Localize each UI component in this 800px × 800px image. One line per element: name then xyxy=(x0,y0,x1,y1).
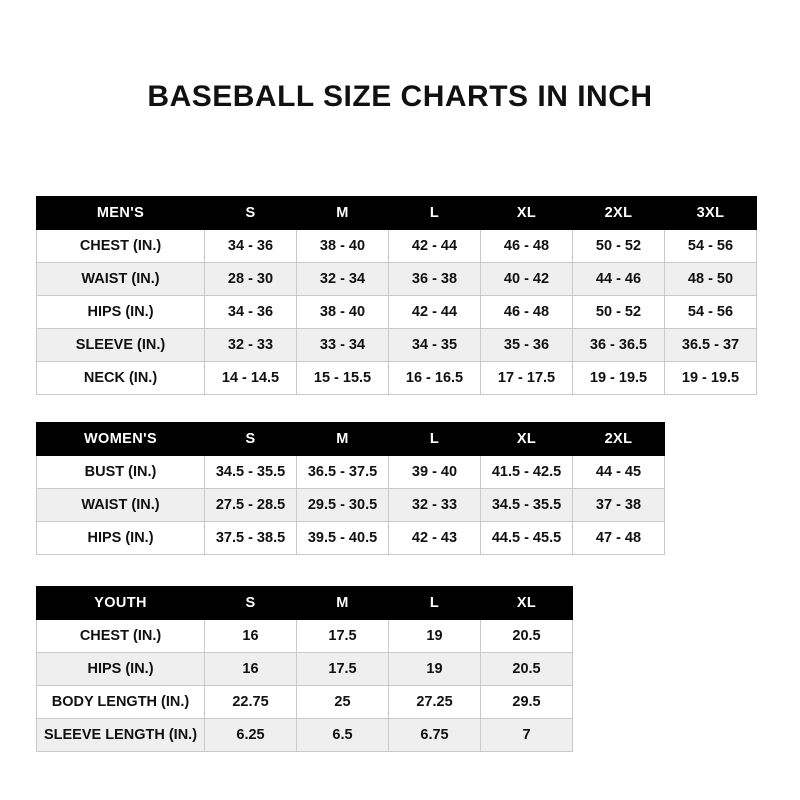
cell: 44.5 - 45.5 xyxy=(481,522,573,555)
row-label: HIPS (IN.) xyxy=(37,296,205,329)
cell: 44 - 46 xyxy=(573,263,665,296)
cell: 19 xyxy=(389,620,481,653)
mens-table-body xyxy=(37,230,757,395)
row-label: HIPS (IN.) xyxy=(37,653,205,686)
womens-header-s: S xyxy=(205,423,297,456)
table-row xyxy=(37,362,757,395)
cell: 39 - 40 xyxy=(389,456,481,489)
table-row xyxy=(37,489,665,522)
cell: 46 - 48 xyxy=(481,296,573,329)
mens-header-3xl: 3XL xyxy=(665,197,757,230)
cell: 38 - 40 xyxy=(297,296,389,329)
cell: 34.5 - 35.5 xyxy=(205,456,297,489)
row-label: CHEST (IN.) xyxy=(37,620,205,653)
cell: 28 - 30 xyxy=(205,263,297,296)
womens-table-header xyxy=(37,423,665,456)
cell: 27.5 - 28.5 xyxy=(205,489,297,522)
cell: 32 - 33 xyxy=(205,329,297,362)
cell: 32 - 33 xyxy=(389,489,481,522)
table-row xyxy=(37,620,573,653)
cell: 16 xyxy=(205,620,297,653)
row-label: HIPS (IN.) xyxy=(37,522,205,555)
mens-header-2xl: 2XL xyxy=(573,197,665,230)
cell: 19 - 19.5 xyxy=(573,362,665,395)
mens-size-table xyxy=(36,196,757,395)
row-label: SLEEVE LENGTH (IN.) xyxy=(37,719,205,752)
table-row xyxy=(37,653,573,686)
cell: 37 - 38 xyxy=(573,489,665,522)
cell: 42 - 43 xyxy=(389,522,481,555)
womens-size-table xyxy=(36,422,665,555)
cell: 14 - 14.5 xyxy=(205,362,297,395)
womens-header-title: WOMEN'S xyxy=(37,423,205,456)
youth-header-xl: XL xyxy=(481,587,573,620)
mens-table-header xyxy=(37,197,757,230)
row-label: WAIST (IN.) xyxy=(37,263,205,296)
table-header-row xyxy=(37,197,757,230)
row-label: NECK (IN.) xyxy=(37,362,205,395)
cell: 41.5 - 42.5 xyxy=(481,456,573,489)
womens-header-m: M xyxy=(297,423,389,456)
youth-table-header xyxy=(37,587,573,620)
cell: 19 - 19.5 xyxy=(665,362,757,395)
cell: 20.5 xyxy=(481,620,573,653)
cell: 20.5 xyxy=(481,653,573,686)
cell: 36.5 - 37.5 xyxy=(297,456,389,489)
table-header-row xyxy=(37,423,665,456)
row-label: BODY LENGTH (IN.) xyxy=(37,686,205,719)
cell: 47 - 48 xyxy=(573,522,665,555)
youth-header-l: L xyxy=(389,587,481,620)
table-row xyxy=(37,522,665,555)
womens-size-chart xyxy=(36,422,665,555)
cell: 6.5 xyxy=(297,719,389,752)
cell: 44 - 45 xyxy=(573,456,665,489)
mens-size-chart xyxy=(36,196,757,395)
cell: 27.25 xyxy=(389,686,481,719)
cell: 54 - 56 xyxy=(665,296,757,329)
womens-header-2xl: 2XL xyxy=(573,423,665,456)
cell: 6.75 xyxy=(389,719,481,752)
cell: 38 - 40 xyxy=(297,230,389,263)
cell: 22.75 xyxy=(205,686,297,719)
youth-table-body xyxy=(37,620,573,752)
cell: 39.5 - 40.5 xyxy=(297,522,389,555)
cell: 29.5 - 30.5 xyxy=(297,489,389,522)
cell: 17.5 xyxy=(297,620,389,653)
cell: 34 - 36 xyxy=(205,296,297,329)
table-row xyxy=(37,456,665,489)
table-row xyxy=(37,719,573,752)
youth-header-title: YOUTH xyxy=(37,587,205,620)
cell: 42 - 44 xyxy=(389,230,481,263)
mens-header-l: L xyxy=(389,197,481,230)
table-row xyxy=(37,230,757,263)
cell: 17 - 17.5 xyxy=(481,362,573,395)
row-label: CHEST (IN.) xyxy=(37,230,205,263)
womens-header-l: L xyxy=(389,423,481,456)
womens-table-body xyxy=(37,456,665,555)
table-row xyxy=(37,686,573,719)
womens-header-xl: XL xyxy=(481,423,573,456)
cell: 25 xyxy=(297,686,389,719)
cell: 7 xyxy=(481,719,573,752)
cell: 36.5 - 37 xyxy=(665,329,757,362)
cell: 50 - 52 xyxy=(573,296,665,329)
cell: 34 - 36 xyxy=(205,230,297,263)
cell: 15 - 15.5 xyxy=(297,362,389,395)
table-row xyxy=(37,329,757,362)
cell: 35 - 36 xyxy=(481,329,573,362)
table-row xyxy=(37,263,757,296)
cell: 36 - 36.5 xyxy=(573,329,665,362)
cell: 42 - 44 xyxy=(389,296,481,329)
cell: 32 - 34 xyxy=(297,263,389,296)
mens-header-s: S xyxy=(205,197,297,230)
cell: 46 - 48 xyxy=(481,230,573,263)
mens-header-m: M xyxy=(297,197,389,230)
cell: 16 xyxy=(205,653,297,686)
table-row xyxy=(37,296,757,329)
cell: 36 - 38 xyxy=(389,263,481,296)
row-label: WAIST (IN.) xyxy=(37,489,205,522)
youth-size-table xyxy=(36,586,573,752)
cell: 17.5 xyxy=(297,653,389,686)
cell: 50 - 52 xyxy=(573,230,665,263)
row-label: BUST (IN.) xyxy=(37,456,205,489)
cell: 37.5 - 38.5 xyxy=(205,522,297,555)
cell: 48 - 50 xyxy=(665,263,757,296)
youth-header-s: S xyxy=(205,587,297,620)
cell: 29.5 xyxy=(481,686,573,719)
page-title: BASEBALL SIZE CHARTS IN INCH xyxy=(147,80,653,113)
cell: 54 - 56 xyxy=(665,230,757,263)
mens-header-xl: XL xyxy=(481,197,573,230)
cell: 6.25 xyxy=(205,719,297,752)
cell: 19 xyxy=(389,653,481,686)
youth-header-m: M xyxy=(297,587,389,620)
cell: 33 - 34 xyxy=(297,329,389,362)
cell: 16 - 16.5 xyxy=(389,362,481,395)
cell: 34.5 - 35.5 xyxy=(481,489,573,522)
cell: 40 - 42 xyxy=(481,263,573,296)
mens-header-title: MEN'S xyxy=(37,197,205,230)
cell: 34 - 35 xyxy=(389,329,481,362)
table-header-row xyxy=(37,587,573,620)
youth-size-chart xyxy=(36,586,573,752)
row-label: SLEEVE (IN.) xyxy=(37,329,205,362)
